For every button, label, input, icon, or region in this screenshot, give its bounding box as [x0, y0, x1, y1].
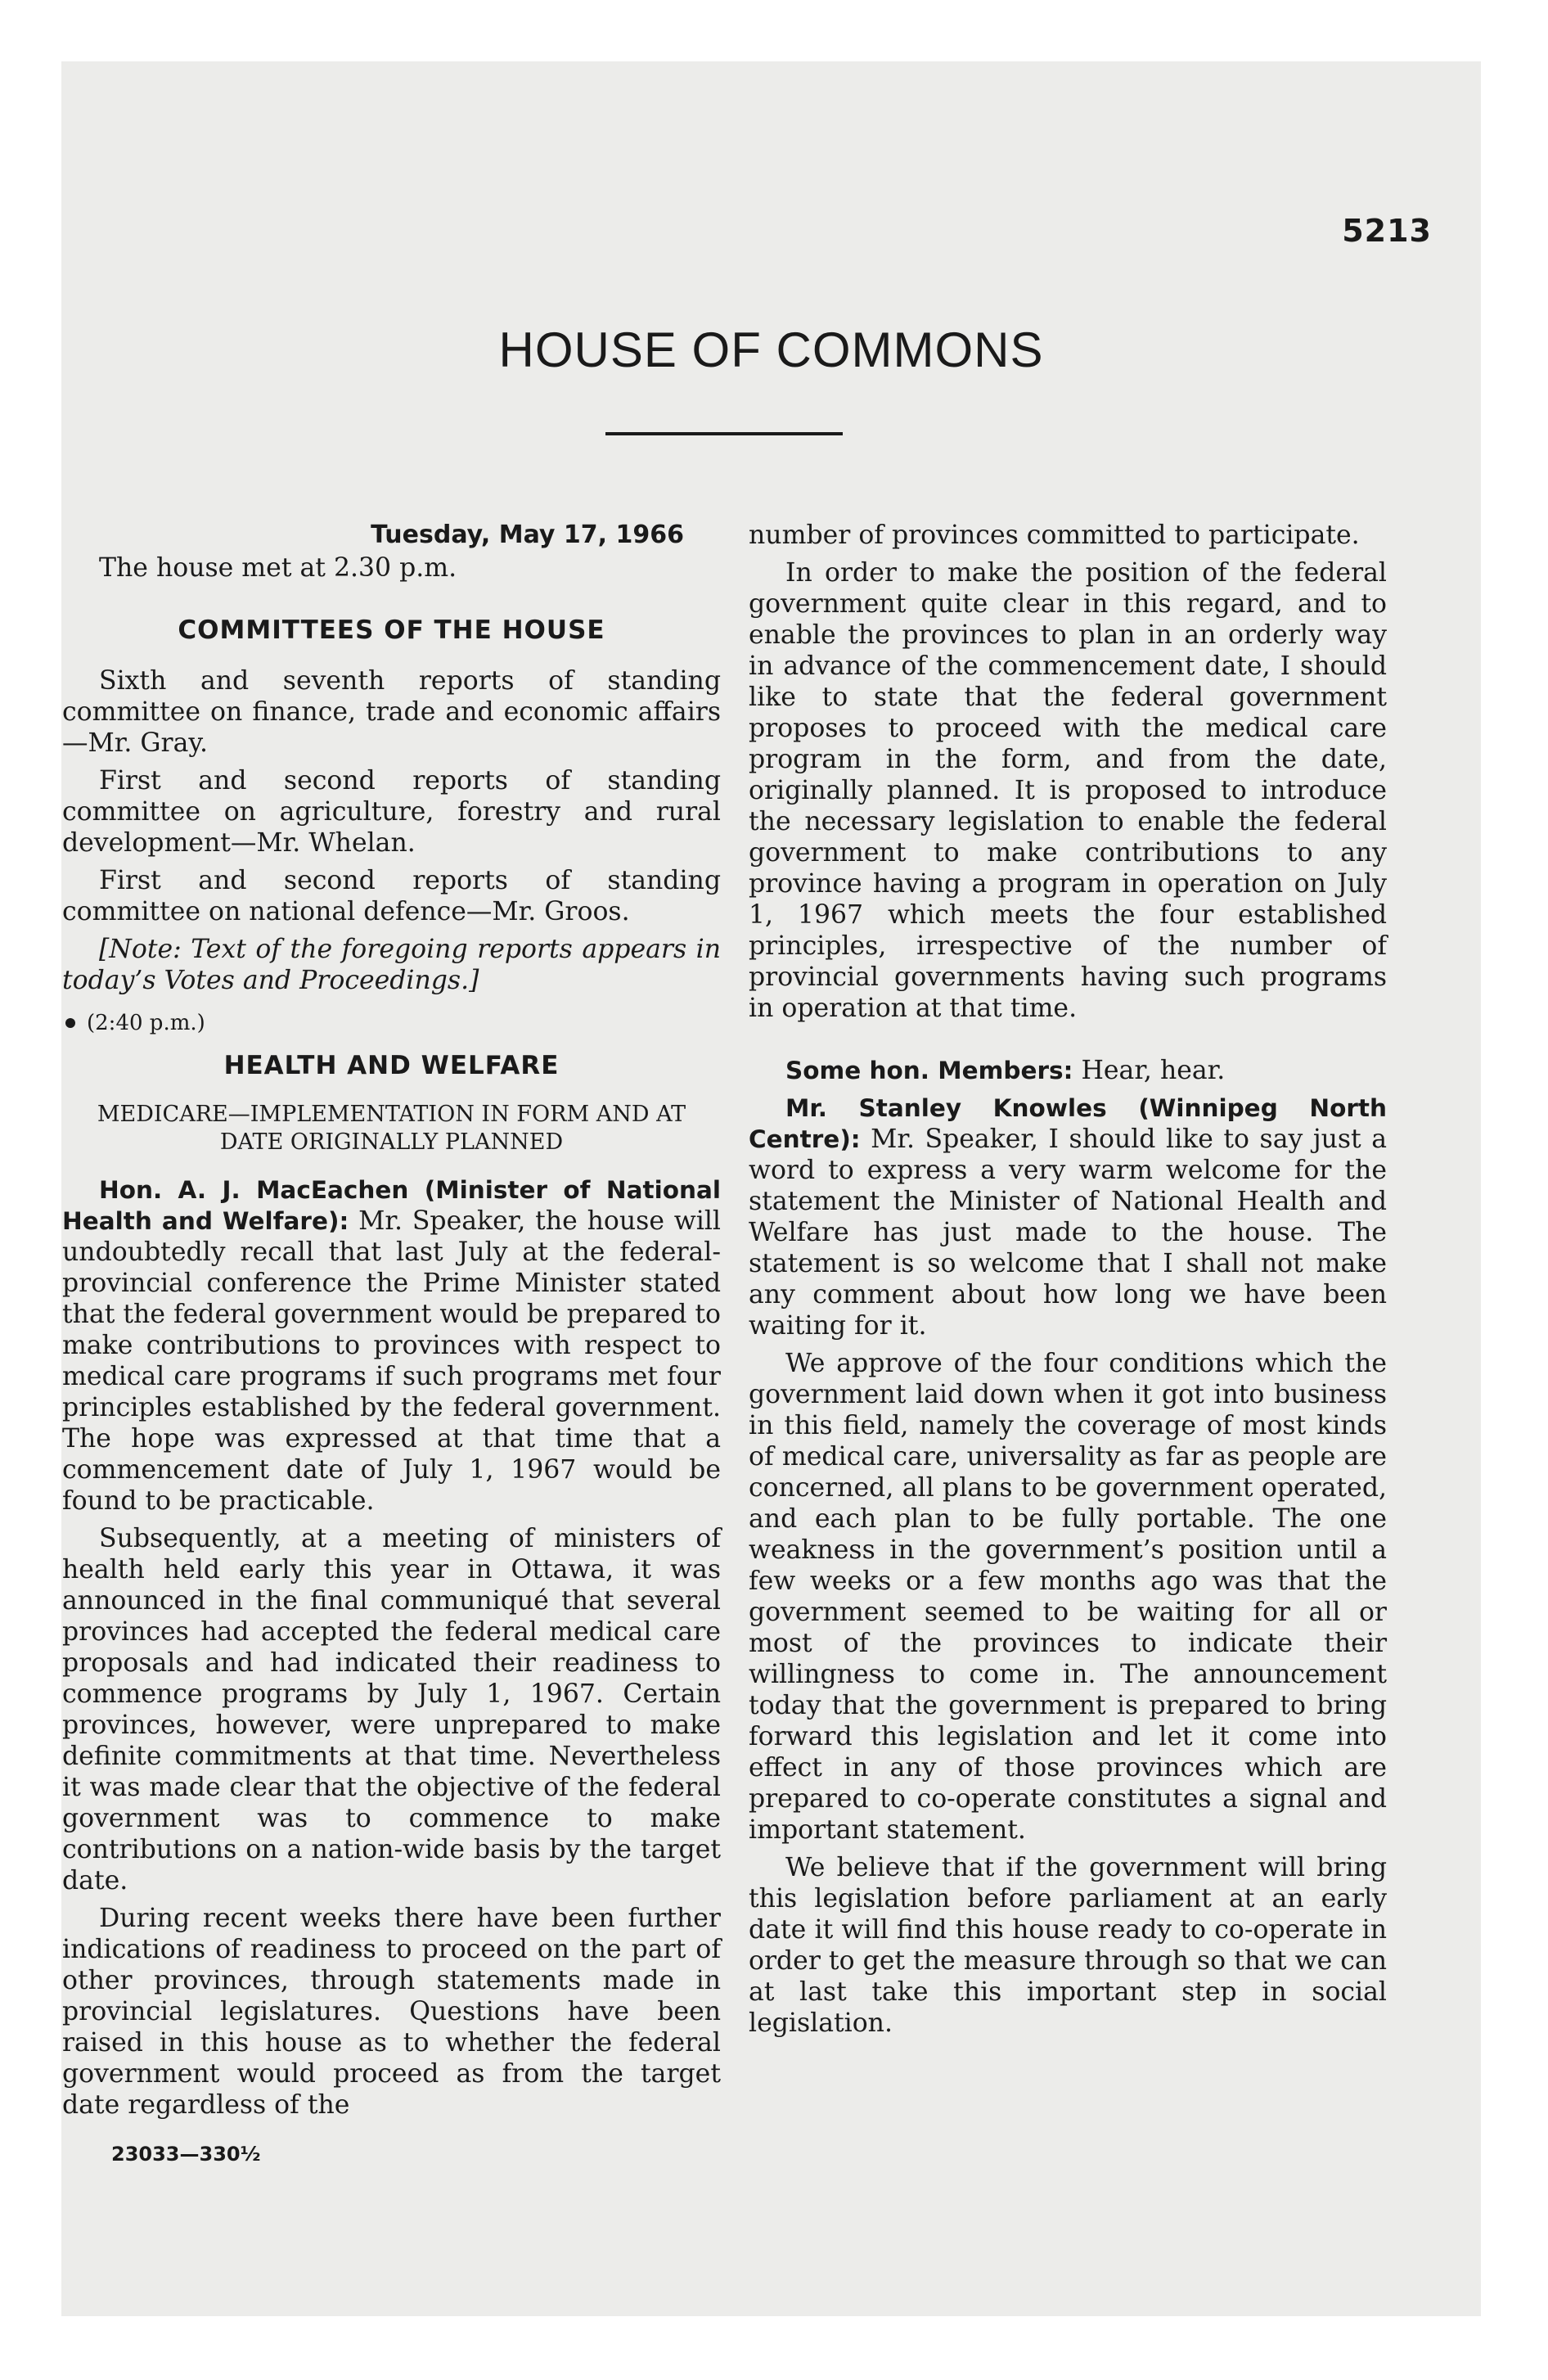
paragraph: We approve of the four conditions which the government laid down when it got into business in this field, namely the coverage of most kinds of medical care, universality as far as people are concerned, all plans to be government operated, and each plan to be fully portable. The one weakness in the government’s position until a few weeks or a few months ago was that the government seemed to be waiting for all or most of the provinces to indicate their willingness to come in. The announcement today that the government is prepared to bring forward this legislation and let it come into effect in any of those provinces which are prepared to co-operate constitutes a signal and important statement. — [749, 1349, 1387, 1845]
speech-text: Hear, hear. — [1081, 1056, 1226, 1085]
footer-code: 23033—330½ — [111, 2143, 261, 2166]
paragraph: First and second reports of standing committee on agriculture, forestry and rural development—Mr. Whelan. — [62, 766, 721, 858]
bullet-icon — [65, 1018, 75, 1028]
paragraph: number of provinces committed to participate. — [749, 521, 1360, 550]
section-heading-committees: COMMITTEES OF THE HOUSE — [178, 615, 605, 645]
speaker-name: Some hon. Members: — [785, 1057, 1073, 1084]
speech-paragraph — [749, 1055, 1387, 1086]
speech-paragraph — [749, 1093, 1387, 1341]
page — [61, 61, 1481, 2316]
house-met-line: The house met at 2.30 p.m. — [99, 553, 457, 583]
paragraph: We believe that if the government will bring this legislation before parliament at an early date it will find this house ready to co-operate in order to get the measure through so that we can at last take this important step in social legislation. — [749, 1853, 1387, 2038]
speech-text: Mr. Speaker, the house will undoubtedly recall that last July at the federal-provincial conference the Prime Minister stated that the federal government would be prepared to make contributions to provinces with respect to medical care programs if such programs met four principles established by the federal government. The hope was expressed at that time that a commencement date of July 1, 1967 would be found to be practicable. — [62, 1206, 722, 1516]
speech-text: Mr. Speaker, I should like to say just a word to express a very warm welcome for the statement the Minister of National Health and Welfare has just made to the house. The statement is so welcome that I shall not make any comment about how long we have been waiting for it. — [749, 1125, 1387, 1341]
paragraph: First and second reports of standing committee on national defence—Mr. Groos. — [62, 866, 721, 926]
speaker-name: Mr. Stanley Knowles (Winnipeg North Centre): — [749, 1094, 1387, 1153]
subheading: MEDICARE—IMPLEMENTATION IN FORM AND AT DATE ORIGINALLY PLANNED — [97, 1102, 686, 1155]
sitting-date: Tuesday, May 17, 1966 — [371, 521, 684, 549]
speaker-name: Hon. A. J. MacEachen (Minister of National Health and Welfare): — [62, 1176, 721, 1235]
paragraph: Sixth and seventh reports of standing committee on finance, trade and economic affairs—Mr. Gray. — [62, 666, 721, 758]
paragraph: Subsequently, at a meeting of ministers of health held early this year in Ottawa, it was announced in the final communiqué that several provinces had accepted the federal medical care proposals and had indicated their readiness to commence programs by July 1, 1967. Certain provinces, however, were unprepared to make definite commitments at that time. Nevertheless it was made clear that the objective of the federal government was to commence to make contributions on a nation-wide basis by the target date. — [62, 1524, 721, 1895]
left-column — [62, 520, 721, 2170]
time-mark — [62, 1007, 721, 1039]
right-column — [749, 520, 1387, 2045]
speech-paragraph — [62, 1174, 721, 1517]
section-heading-health: HEALTH AND WELFARE — [223, 1051, 560, 1080]
paragraph: In order to make the position of the federal government quite clear in this regard, and to enable the provinces to plan in an orderly way in advance of the commencement date, I should like to state that the federal government proposes to proceed with the medical care program in the form, and from the date, originally planned. It is proposed to introduce the necessary legislation to enable the federal government to make contributions to any province having a program in operation on July 1, 1967 which meets the four established principles, irrespective of the number of provincial governments having such programs in operation at that time. — [749, 558, 1387, 1023]
paragraph: During recent weeks there have been further indications of readiness to proceed on the part of other provinces, through statements made in provincial legislatures. Questions have been raised in this house as to whether the federal government would proceed as from the target date regardless of the — [62, 1904, 721, 2120]
note-paragraph: [Note: Text of the foregoing reports appears in today’s Votes and Proceedings.] — [62, 935, 721, 995]
time-text: (2:40 p.m.) — [87, 1011, 205, 1035]
page-number: 5213 — [1342, 213, 1432, 249]
title-rule — [605, 432, 843, 435]
page-title: HOUSE OF COMMONS — [498, 322, 1044, 377]
